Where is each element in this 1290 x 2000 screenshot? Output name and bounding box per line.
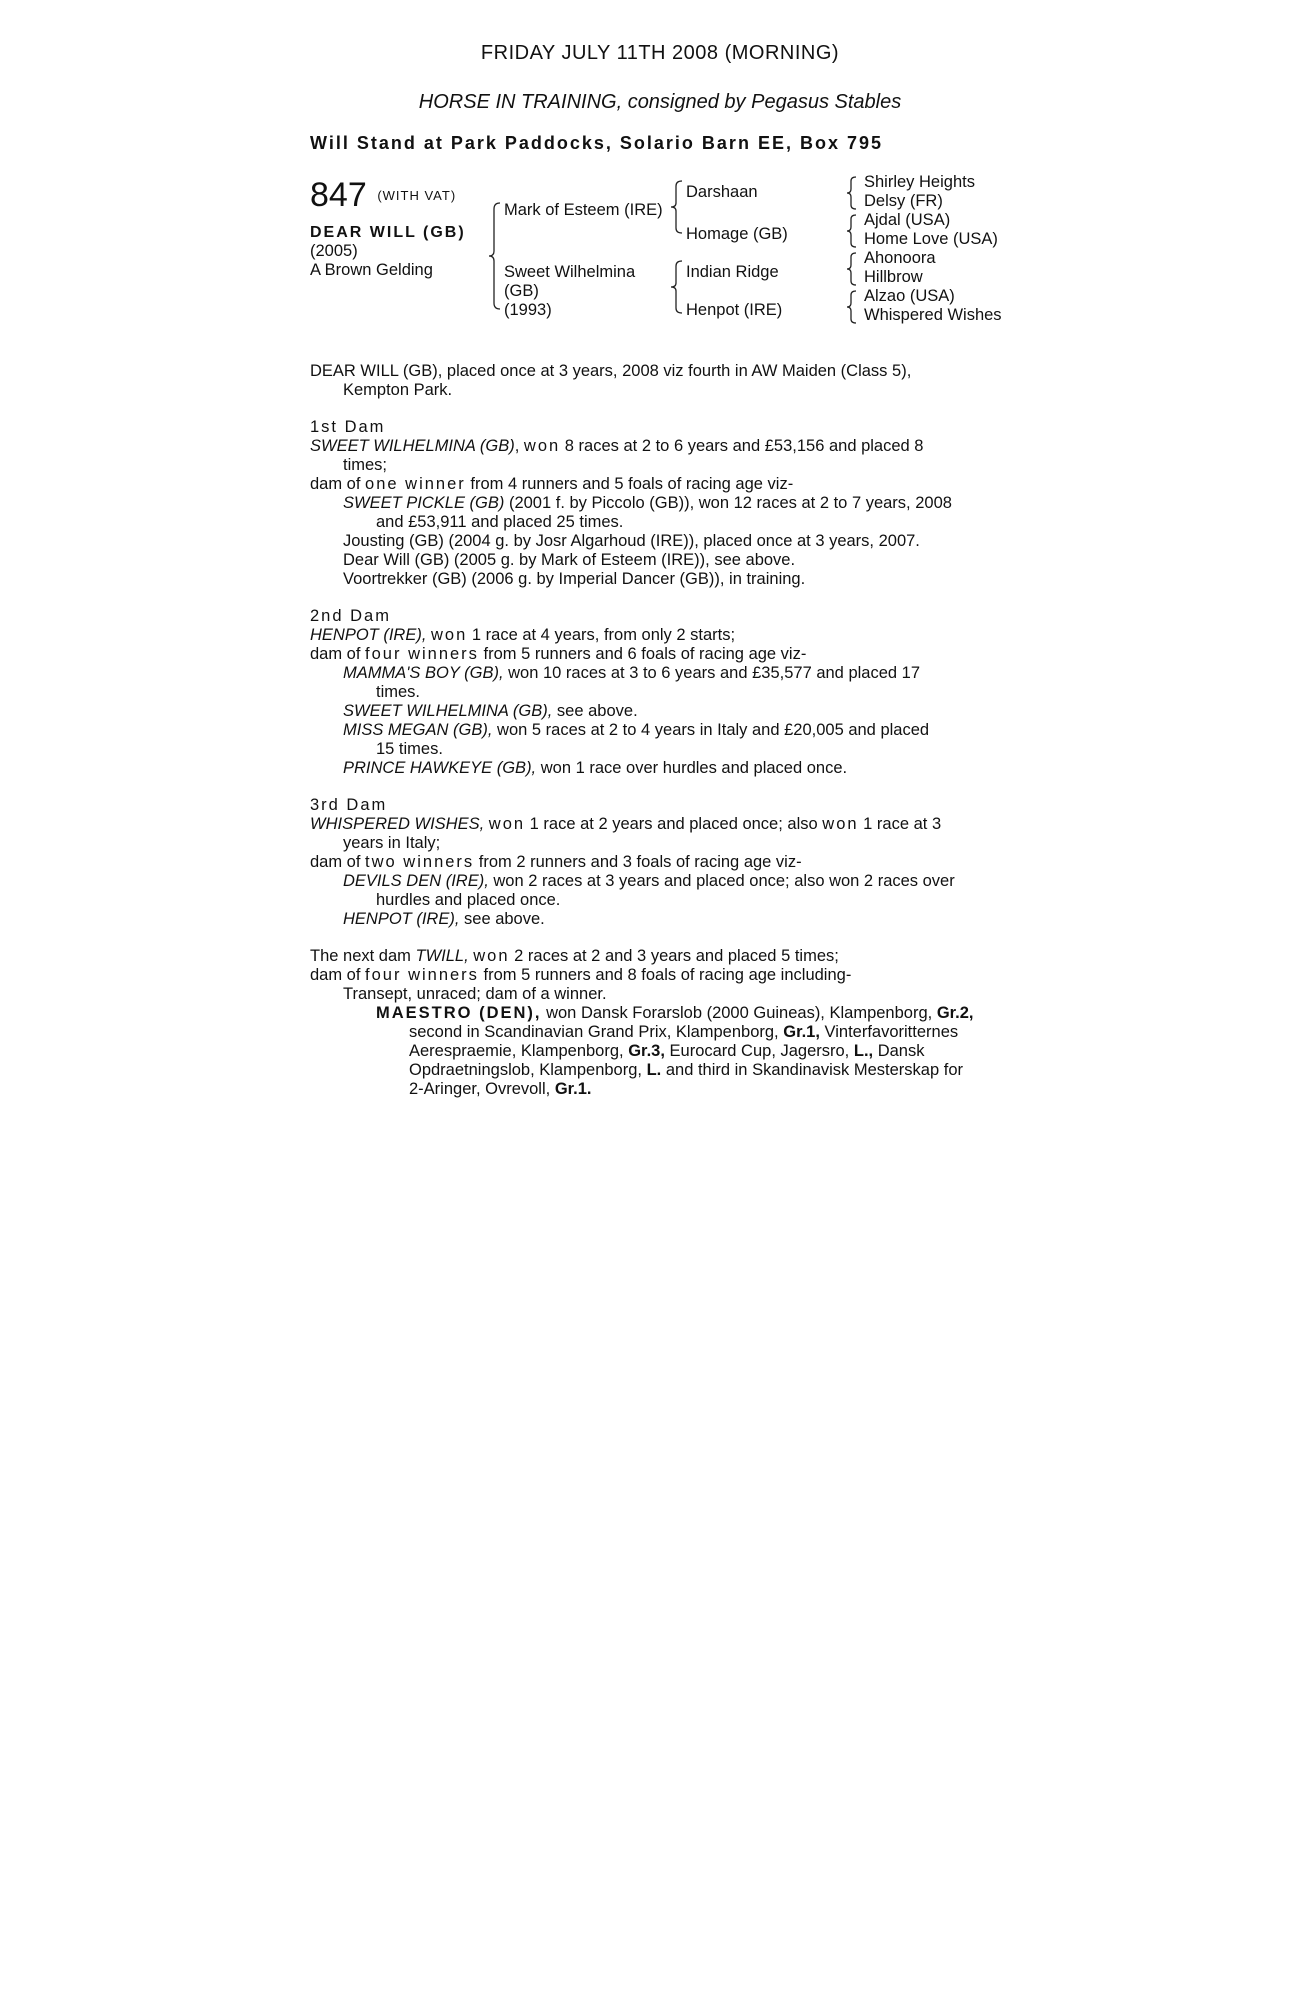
second-dam-name: HENPOT (IRE), [310,626,427,644]
third-dam-record2: years in Italy; [343,834,441,852]
third-dam-won: won [488,815,526,833]
horse-description: A Brown Gelding [310,261,433,279]
second-dam-produce-3-text: won 5 races at 2 to 4 years in Italy and £20,005 and placed [497,721,930,739]
second-dam-record: 1 race at 4 years, from only 2 starts; [471,626,736,644]
third-dam-produce-2-text: see above. [464,910,545,928]
first-dam-name: SWEET WILHELMINA (GB) [310,437,515,455]
maestro-text-7: Opdraetningslob, Klampenborg, [409,1061,642,1079]
gen3-sd-dam: Home Love (USA) [864,230,998,248]
maestro-text-2: second in Scandinavian Grand Prix, Klampenborg, [409,1023,779,1041]
horse-year: (2005) [310,242,358,260]
maestro-text-3: Vinterfavoritternes [824,1023,959,1041]
first-dam-section: 1st Dam SWEET WILHELMINA (GB), won 8 races at 2 to 6 years and £53,156 and placed 8 times; dam of one winner from 4 runners and 5 foals of racing age viz- SWEET PICKLE (GB) (2001 f. by Piccolo (GB)), won 12 races at 2 to 7 years, 2008 and £53,911 and placed 25 times. Jousting (GB) (2004 g. by Josr Algarhoud (IRE)), placed once at 3 years, 2007. Dear Will (GB) (2005 g. by Mark of Esteem (IRE)), see above. Voortrekker (GB) (2006 g. by Imperial Dancer (GB)), in training. [310,418,1010,589]
first-dam-foals: from 4 runners and 5 foals of racing age viz- [470,475,794,493]
produce-1-text2: and £53,911 and placed 25 times. [376,513,624,531]
second-dam-produce-3-text2: 15 times. [376,740,443,758]
maestro-text-6: Dansk [877,1042,925,1060]
maestro-gr1b: Gr.1. [554,1080,592,1098]
second-dam-produce-4-text: won 1 race over hurdles and placed once. [540,759,848,777]
second-dam-produce-1-text2: times. [376,683,421,701]
second-dam-foals: from 5 runners and 6 foals of racing age viz- [483,645,807,663]
second-dam-produce-3-name: MISS MEGAN (GB), [343,721,493,739]
dam-name-line1: Sweet Wilhelmina [504,263,636,281]
produce-1-name: SWEET PICKLE (GB) [343,494,505,512]
gen3-ss-dam: Delsy (FR) [864,192,943,210]
second-dam-produce-4-name: PRINCE HAWKEYE (GB), [343,759,537,777]
next-dam-won: won [473,947,510,965]
first-dam-heading: 1st Dam [310,418,386,436]
maestro-l2: L. [646,1061,662,1079]
catalogue-page [310,44,1010,1099]
second-dam-damof: dam of [310,645,361,663]
maestro-gr2: Gr.2, [936,1004,974,1022]
pedigree-brace-ds [846,251,858,287]
sire-name: Mark of Esteem (IRE) [504,201,663,219]
maestro-text-8: and third in Skandinavisk Mesterskap for [665,1061,963,1079]
lot-number: 847 [310,176,367,214]
pedigree-brace-dd [846,289,858,325]
second-dam-winners: four winners [365,645,479,663]
second-dam-won: won [431,626,468,644]
summary-line1: DEAR WILL (GB), placed once at 3 years, 2008 viz fourth in AW Maiden (Class 5), [310,362,912,380]
dam-sire: Indian Ridge [686,263,779,281]
sale-date-heading: FRIDAY JULY 11TH 2008 (MORNING) [480,42,840,64]
produce-4: Voortrekker (GB) (2006 g. by Imperial Dancer (GB)), in training. [343,570,806,588]
dam-year: (1993) [504,301,552,319]
pedigree-brace-ss [846,175,858,211]
pedigree-brace-sd [846,213,858,249]
maestro-text-9: 2-Aringer, Ovrevoll, [409,1080,551,1098]
gen3-dd-sire: Alzao (USA) [864,287,955,305]
sire-sire: Darshaan [686,183,758,201]
vat-note: (WITH VAT) [377,188,457,203]
next-dam-record: 2 races at 2 and 3 years and placed 5 times; [514,947,839,965]
third-dam-record-a: 1 race at 2 years and placed once; also [529,815,818,833]
produce-2: Jousting (GB) (2004 g. by Josr Algarhoud (IRE)), placed once at 3 years, 2007. [343,532,920,550]
maestro-text-4: Aerespraemie, Klampenborg, [409,1042,624,1060]
next-dam-pre: The next dam [310,947,411,965]
sire-dam: Homage (GB) [686,225,788,243]
dam-dam: Henpot (IRE) [686,301,783,319]
dam-name-line2: (GB) [504,282,539,300]
third-dam-produce-1-text2: hurdles and placed once. [376,891,561,909]
gen3-ss-sire: Shirley Heights [864,173,975,191]
second-dam-produce-2-name: SWEET WILHELMINA (GB), [343,702,553,720]
gen3-ds-dam: Hillbrow [864,268,923,286]
second-dam-section [310,607,1010,778]
third-dam-produce-1-name: DEVILS DEN (IRE), [343,872,489,890]
next-dam-foals: from 5 runners and 8 foals of racing age including- [483,966,852,984]
next-dam-name: TWILL, [415,947,469,965]
gen3-dd-dam: Whispered Wishes [864,306,1002,324]
second-dam-produce-1-text: won 10 races at 3 to 6 years and £35,577 and placed 17 [508,664,921,682]
third-dam-record-b: 1 race at 3 [863,815,942,833]
third-dam-section [310,796,1010,929]
first-dam-record2: times; [343,456,388,474]
third-dam-damof: dam of [310,853,361,871]
next-dam-winners: four winners [365,966,479,984]
stand-location: Will Stand at Park Paddocks, Solario Barn EE, Box 795 [310,133,883,153]
next-dam-damof: dam of [310,966,361,984]
maestro-gr1a: Gr.1, [783,1023,820,1041]
pedigree-table [310,173,1010,342]
next-dam-section [310,947,1010,1099]
third-dam-won-2: won [822,815,859,833]
third-dam-winners: two winners [365,853,475,871]
horse-name: DEAR WILL (GB) [310,224,466,241]
maestro-text-5: Eurocard Cup, Jagersro, [669,1042,850,1060]
pedigree-brace-main [488,201,502,311]
third-dam-produce-2-name: HENPOT (IRE), [343,910,460,928]
third-dam-foals: from 2 runners and 3 foals of racing age viz- [478,853,802,871]
second-dam-heading: 2nd Dam [310,607,391,625]
gen3-ds-sire: Ahonoora [864,249,936,267]
consignment-heading: HORSE IN TRAINING, consigned by Pegasus Stables [418,91,902,113]
first-dam-damof: dam of [310,475,361,493]
produce-3: Dear Will (GB) (2005 g. by Mark of Esteem (IRE)), see above. [343,551,796,569]
maestro-gr3: Gr.3, [628,1042,665,1060]
third-dam-name: WHISPERED WISHES, [310,815,485,833]
second-dam-produce-2-text: see above. [556,702,638,720]
third-dam-produce-1-text: won 2 races at 3 years and placed once; also won 2 races over [493,872,955,890]
pedigree-brace-sire [670,179,684,235]
first-dam-won: won [523,437,561,455]
maestro-l1: L., [853,1042,874,1060]
second-dam-produce-1-name: MAMMA'S BOY (GB), [343,664,504,682]
produce-1-text: (2001 f. by Piccolo (GB)), won 12 races at 2 to 7 years, 2008 [508,494,952,512]
lot-info [310,177,490,280]
third-dam-heading: 3rd Dam [310,796,388,814]
maestro-text-1: won Dansk Forarslob (2000 Guineas), Klampenborg, [546,1004,933,1022]
pedigree-brace-dam [670,259,684,315]
summary-line2: Kempton Park. [343,381,453,399]
first-dam-winners: one winner [365,475,466,493]
gen3-sd-sire: Ajdal (USA) [864,211,951,229]
first-dam-record: 8 races at 2 to 6 years and £53,156 and placed 8 [564,437,924,455]
maestro-name: MAESTRO (DEN), [376,1004,542,1022]
transept-line: Transept, unraced; dam of a winner. [343,985,607,1003]
horse-summary [310,362,1010,400]
